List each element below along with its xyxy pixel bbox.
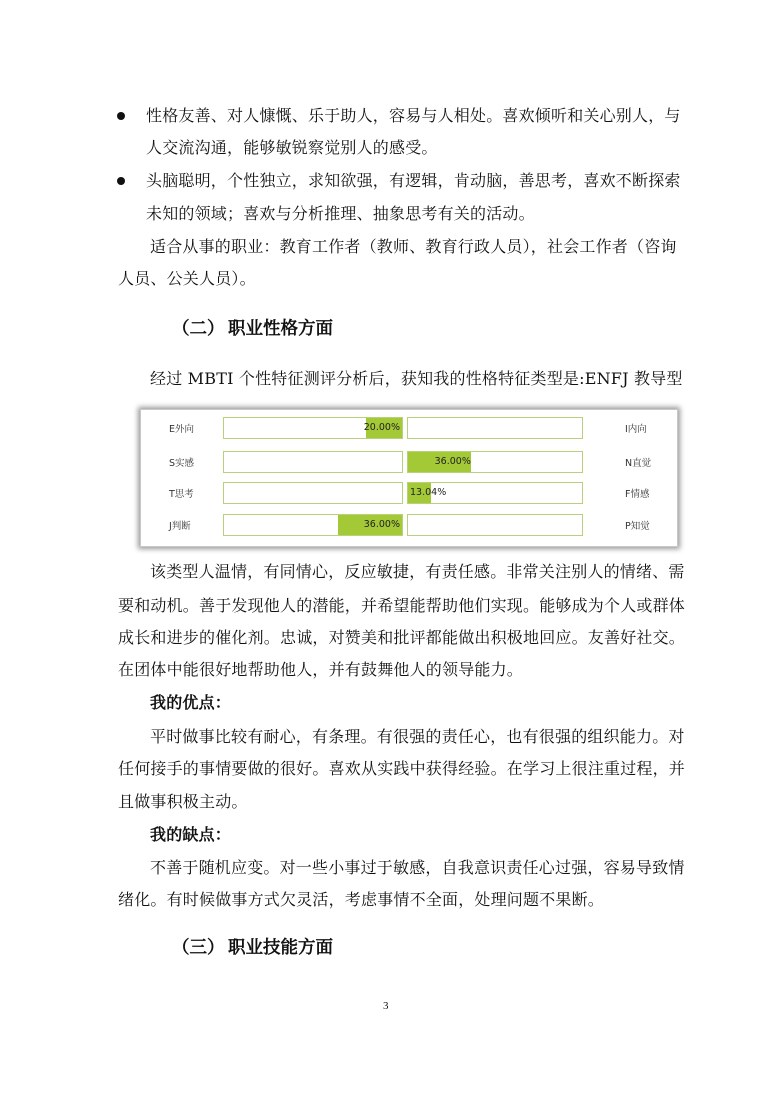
mbti-left-label: J判断 <box>169 521 191 532</box>
weaknesses-title: 我的缺点： <box>150 825 232 844</box>
mbti-left-label: T思考 <box>169 489 194 500</box>
mbti-row <box>141 514 677 536</box>
bullet-1-line-2: 人交流沟通，能够敏锐察觉别人的感受。 <box>146 138 438 157</box>
section-3-heading <box>172 936 333 960</box>
mbti-left-label: E外向 <box>169 424 195 435</box>
mbti-percent-label: 20.00% <box>363 422 400 433</box>
mbti-left-track <box>223 417 403 439</box>
mbti-right-label: F情感 <box>625 489 650 500</box>
mbti-percent-label: 13.04% <box>410 487 447 498</box>
mbti-left-label: S实感 <box>169 458 195 469</box>
mbti-percent-label: 36.00% <box>434 456 471 467</box>
mbti-percent-label: 36.00% <box>363 519 400 530</box>
desc-line-4: 在团体中能很好地帮助他人，并有鼓舞他人的领导能力。 <box>118 660 524 679</box>
mbti-right-label: P知觉 <box>625 521 650 532</box>
strengths-line-3: 且做事积极主动。 <box>118 792 248 811</box>
bullet-1-line-1: 性格友善、对人慷慨、乐于助人，容易与人相处。喜欢倾听和关心别人，与 <box>146 106 681 125</box>
suitable-jobs-line-1: 适合从事的职业：教育工作者（教师、教育行政人员），社会工作者（咨询 <box>150 237 677 256</box>
desc-line-2: 要和动机。善于发现他人的潜能，并希望能帮助他们实现。能够成为个人或群体 <box>118 596 686 615</box>
desc-line-1: 该类型人温情，有同情心，反应敏捷，有责任感。非常关注别人的情绪、需 <box>150 562 685 581</box>
suitable-jobs-line-2: 人员、公关人员）。 <box>118 269 256 288</box>
bullet-dot <box>117 112 125 120</box>
mbti-left-track <box>223 514 403 536</box>
bullet-dot <box>117 177 125 185</box>
mbti-right-label: I内向 <box>625 424 647 435</box>
section-2-number: （二） <box>172 319 225 339</box>
section-2-heading <box>172 317 333 341</box>
mbti-right-track <box>407 451 583 473</box>
strengths-line-2: 任何接手的事情要做的很好。喜欢从实践中获得经验。在学习上很注重过程，并 <box>118 759 686 778</box>
bullet-2-line-1: 头脑聪明，个性独立，求知欲强，有逻辑，肯动脑，善思考，喜欢不断探索 <box>146 171 681 190</box>
bullet-2-line-2: 未知的领域；喜欢与分析推理、抽象思考有关的活动。 <box>146 204 535 223</box>
mbti-row <box>141 417 677 439</box>
weaknesses-line-1: 不善于随机应变。对一些小事过于敏感，自我意识责任心过强，容易导致情 <box>150 858 685 877</box>
mbti-right-label: N直觉 <box>625 458 652 469</box>
page-number: 3 <box>383 1000 389 1012</box>
mbti-row <box>141 482 677 504</box>
strengths-line-1: 平时做事比较有耐心，有条理。有很强的责任心，也有很强的组织能力。对 <box>150 727 685 746</box>
mbti-chart <box>140 409 678 547</box>
mbti-row <box>141 451 677 473</box>
mbti-right-track <box>407 417 583 439</box>
section-2-title: 职业性格方面 <box>228 319 333 339</box>
weaknesses-line-2: 绪化。有时候做事方式欠灵活，考虑事情不全面，处理问题不果断。 <box>118 890 605 909</box>
mbti-right-track <box>407 514 583 536</box>
mbti-left-track <box>223 482 403 504</box>
mbti-intro: 经过 MBTI 个性特征测评分析后，获知我的性格特征类型是:ENFJ 教导型 <box>150 369 683 388</box>
mbti-right-track <box>407 482 583 504</box>
mbti-left-track <box>223 451 403 473</box>
desc-line-3: 成长和进步的催化剂。忠诚，对赞美和批评都能做出积极地回应。友善好社交。 <box>118 628 686 647</box>
section-3-title: 职业技能方面 <box>228 938 333 958</box>
section-3-number: （三） <box>172 938 225 958</box>
strengths-title: 我的优点： <box>150 693 232 712</box>
